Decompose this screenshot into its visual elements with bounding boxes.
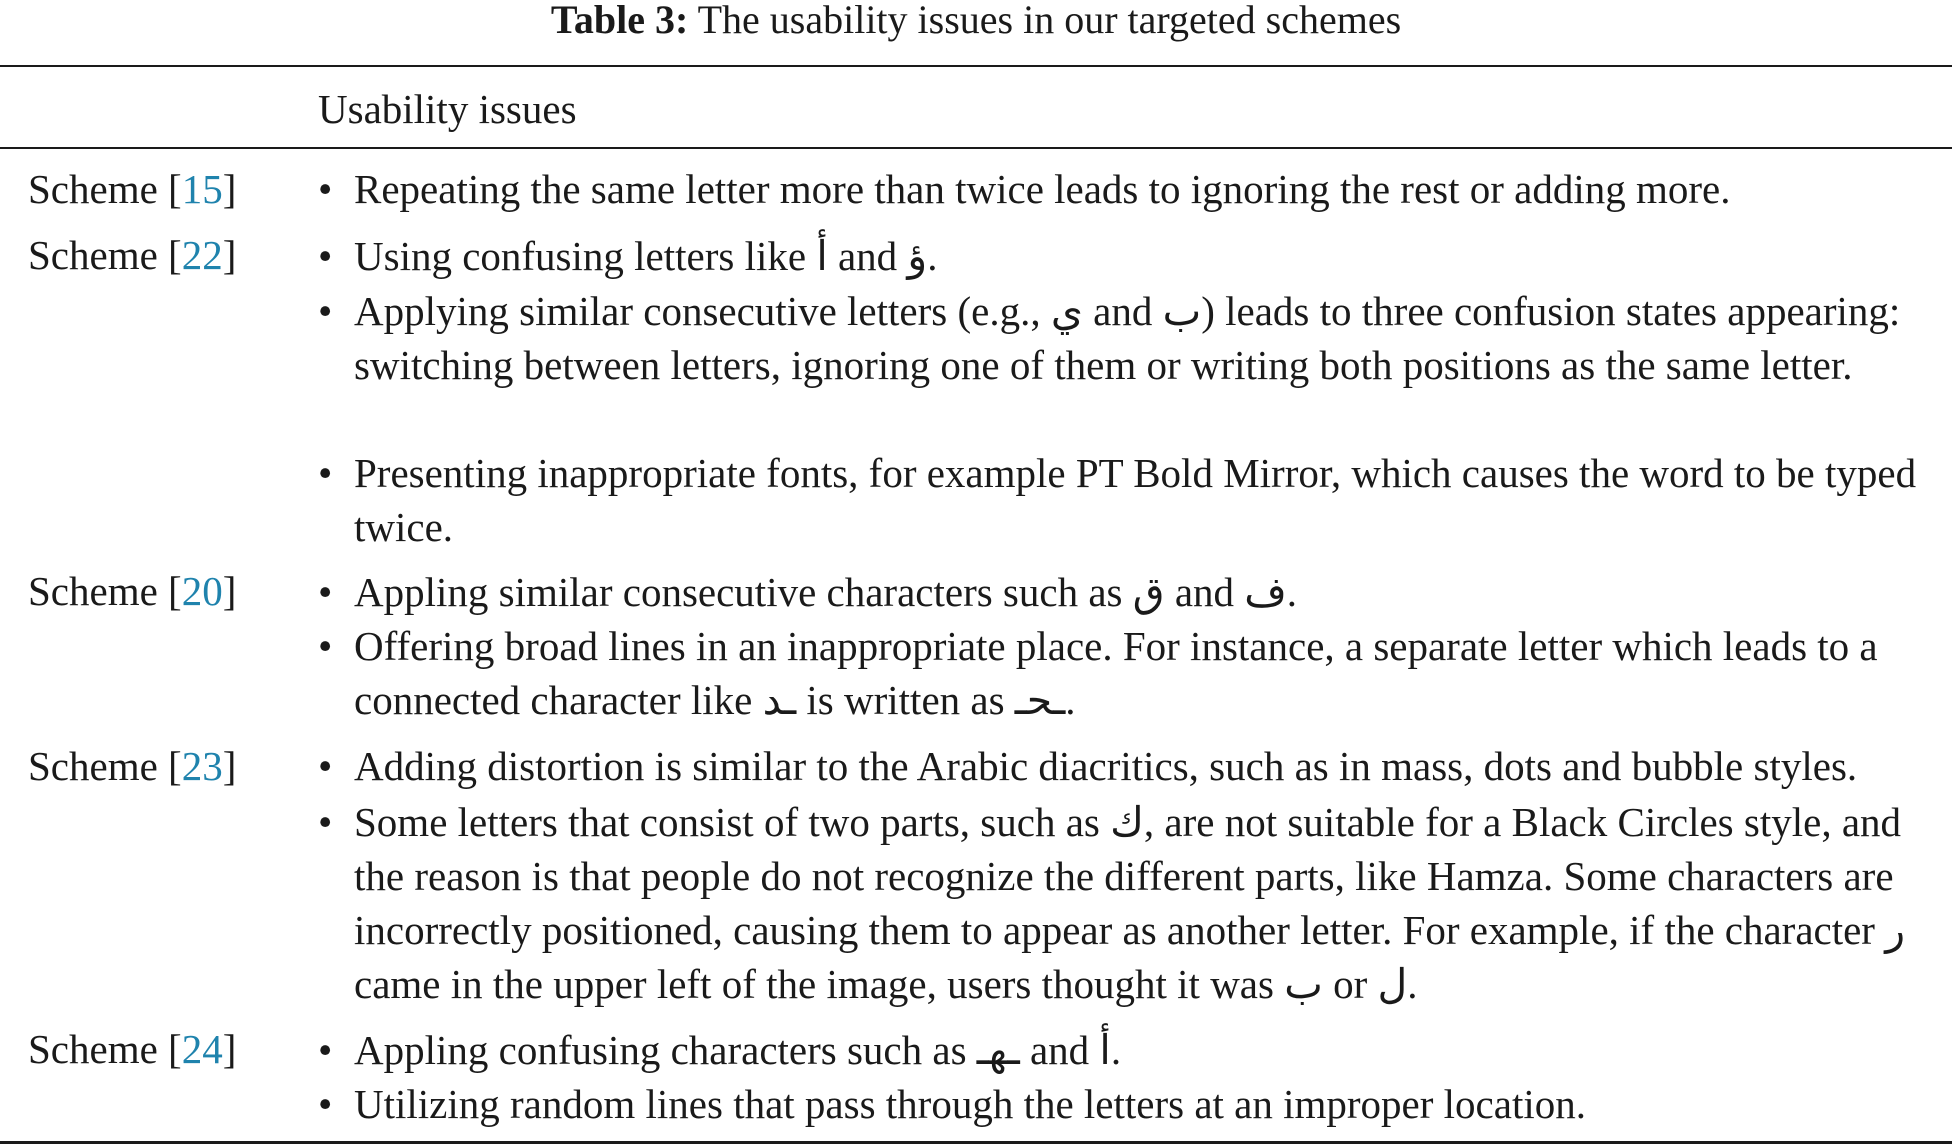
issue-item: [318, 162, 1926, 216]
issue-item: [318, 565, 1926, 619]
scheme-word: Scheme: [28, 232, 158, 278]
scheme-word: Scheme: [28, 1026, 158, 1072]
header-rule: [0, 147, 1952, 149]
issue-item: [318, 446, 1926, 554]
issue-item: [318, 795, 1926, 1011]
bullet: •: [318, 233, 333, 279]
issue-item: [318, 284, 1926, 392]
issue-text: Repeating the same letter more than twice leads to ignoring the rest or adding more.: [354, 166, 1731, 212]
bullet: •: [318, 569, 333, 615]
scheme-word: Scheme: [28, 166, 158, 212]
issue-item: [318, 229, 1926, 283]
bullet: •: [318, 450, 333, 496]
issue-text: Offering broad lines in an inappropriate place. For instance, a separate letter which leads to a connected character like ـد is written as ـحـ.: [354, 623, 1878, 723]
issue-text: Some letters that consist of two parts, such as ك, are not suitable for a Black Circles style, and the reason is that people do not recognize the different parts, like Hamza. Some characters are incorrectly positioned, causing them to appear as another letter. For example, if the character ر came in the upper left of the image, users thought it was ب or ل.: [354, 799, 1906, 1007]
bullet: •: [318, 623, 333, 669]
issue-text: Applying similar consecutive letters (e.g., ي and ب) leads to three confusion states appearing: switching between letters, ignoring one of them or writing both positions as the same letter.: [354, 288, 1901, 388]
scheme-label: Scheme [23]: [28, 743, 237, 789]
issue-item: [318, 739, 1926, 793]
issue-text: Appling similar consecutive characters such as ق and ف.: [354, 569, 1298, 615]
scheme-label: Scheme [22]: [28, 232, 237, 278]
bottom-rule: [0, 1141, 1952, 1144]
top-rule: [0, 65, 1952, 67]
issue-text: Utilizing random lines that pass through the letters at an improper location.: [354, 1081, 1586, 1127]
scheme-label: Scheme [24]: [28, 1026, 237, 1072]
table-caption: [0, 0, 1952, 40]
column-header-usability-issues: Usability issues: [318, 86, 577, 132]
scheme-label: Scheme [20]: [28, 568, 237, 614]
table-label: Table 3:: [550, 0, 689, 42]
citation-link[interactable]: 24: [181, 1026, 223, 1072]
issue-text: Presenting inappropriate fonts, for example PT Bold Mirror, which causes the word to be typed twice.: [354, 450, 1917, 550]
issue-item: [318, 1023, 1926, 1077]
citation-link[interactable]: 23: [181, 743, 223, 789]
scheme-label: Scheme [15]: [28, 166, 237, 212]
issue-item: [318, 619, 1926, 727]
bullet: •: [318, 799, 333, 845]
issue-text: Appling confusing characters such as ـهـ and أ.: [354, 1027, 1122, 1073]
bullet: •: [318, 288, 333, 334]
issue-text: Using confusing letters like أ and ؤ.: [354, 233, 938, 279]
bullet: •: [318, 743, 333, 789]
issue-text: Adding distortion is similar to the Arabic diacritics, such as in mass, dots and bubble styles.: [354, 743, 1858, 789]
scheme-word: Scheme: [28, 743, 158, 789]
bullet: •: [318, 1027, 333, 1073]
citation-link[interactable]: 20: [181, 568, 223, 614]
issue-item: [318, 1077, 1926, 1131]
citation-link[interactable]: 22: [181, 232, 223, 278]
scheme-word: Scheme: [28, 568, 158, 614]
bullet: •: [318, 166, 333, 212]
table-title: The usability issues in our targeted schemes: [697, 0, 1402, 42]
bullet: •: [318, 1081, 333, 1127]
citation-link[interactable]: 15: [181, 166, 223, 212]
